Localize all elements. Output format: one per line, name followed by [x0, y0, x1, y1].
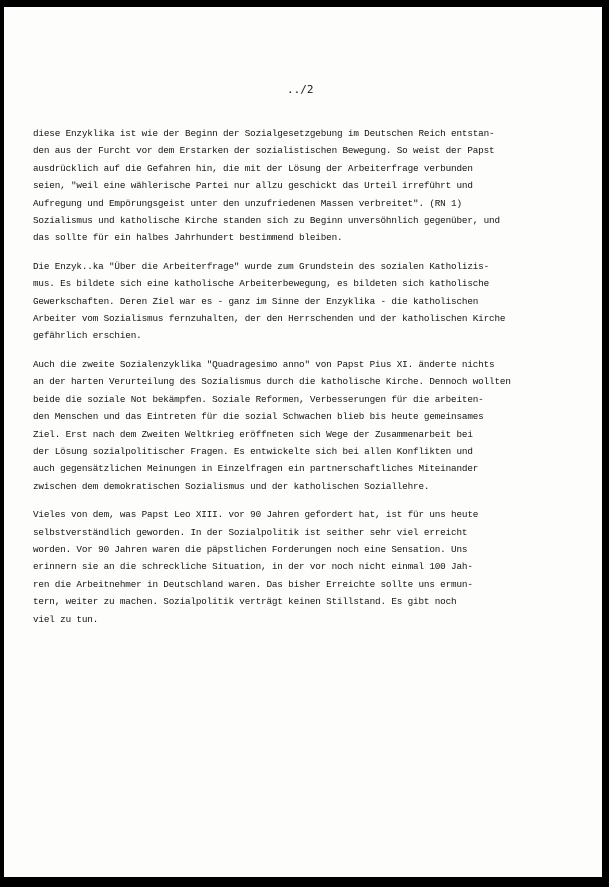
text-line: diese Enzyklika ist wie der Beginn der Sozialgesetzgebung im Deutschen Reich entstan-	[33, 128, 495, 139]
text-line: Die Enzyk..ka "Über die Arbeiterfrage" wurde zum Grundstein des sozialen Katholizis-	[33, 260, 490, 272]
text-line: tern, weiter zu machen. Sozialpolitik verträgt keinen Stillstand. Es gibt noch	[33, 596, 457, 608]
text-line: Auch die zweite Sozialenzyklika "Quadragesimo anno" von Papst Pius XI. änderte nichts	[33, 358, 495, 370]
text-line: an der harten Verurteilung des Sozialismus durch die katholische Kirche. Dennoch wollten	[33, 376, 511, 388]
text-line: Aufregung und Empörungsgeist unter den unzufriedenen Massen verbreitet". (RN 1)	[33, 197, 462, 209]
text-line: Sozialismus und katholische Kirche standen sich zu Beginn unversöhnlich gegenüber, und	[33, 215, 500, 227]
text-line: erinnern sie an die schreckliche Situation, in der vor noch nicht einmal 100 Jah-	[33, 561, 473, 573]
text-line: der Lösung sozialpolitischer Fragen. Es entwickelte sich bei allen Konflikten und	[33, 445, 473, 457]
text-line: Vieles von dem, was Papst Leo XIII. vor 90 Jahren gefordert hat, ist für uns heute	[33, 509, 479, 521]
text-line: den aus der Furcht vor dem Erstarken der sozialistischen Bewegung. So weist der Papst	[33, 145, 495, 157]
text-line: den Menschen und das Eintreten für die sozial Schwachen blieb bis heute gemeinsames	[33, 411, 484, 423]
text-line: zwischen dem demokratischen Sozialismus und der katholischen Soziallehre.	[33, 480, 430, 492]
page-number: ../2	[287, 83, 314, 96]
text-line: ren die Arbeitnehmer in Deutschland waren. Das bisher Erreichte sollte uns ermun-	[33, 578, 473, 590]
text-line: mus. Es bildete sich eine katholische Arbeiterbewegung, es bildeten sich katholische	[33, 278, 490, 290]
text-line: worden. Vor 90 Jahren waren die päpstlichen Forderungen noch eine Sensation. Uns	[33, 543, 468, 555]
text-line: viel zu tun.	[33, 613, 99, 625]
paragraph	[33, 506, 563, 628]
text-line: das sollte für ein halbes Jahrhundert bestimmend bleiben.	[33, 232, 343, 244]
text-line: Arbeiter vom Sozialismus fernzuhalten, der den Herrschenden und der katholischen Kirche	[33, 313, 506, 325]
text-line: seien, "weil eine wählerische Partei nur allzu geschickt das Urteil irreführt und	[33, 180, 473, 192]
text-line: auch gegensätzlichen Meinungen in Einzelfragen ein partnerschaftliches Miteinander	[33, 463, 479, 475]
paragraph	[33, 125, 563, 247]
paragraph	[33, 356, 563, 495]
text-line: Gewerkschaften. Deren Ziel war es - ganz im Sinne der Enzyklika - die katholischen	[33, 295, 479, 307]
text-line: gefährlich erschien.	[33, 330, 142, 342]
text-line: ausdrücklich auf die Gefahren hin, die mit der Lösung der Arbeiterfrage verbunden	[33, 162, 473, 174]
text-line: beide die soziale Not bekämpfen. Soziale Reformen, Verbesserungen für die arbeiten-	[33, 393, 484, 405]
document-page	[4, 7, 602, 877]
text-line: Ziel. Erst nach dem Zweiten Weltkrieg eröffneten sich Wege der Zusammenarbeit bei	[33, 428, 473, 440]
text-line: selbstverständlich geworden. In der Sozialpolitik ist seither sehr viel erreicht	[33, 526, 468, 538]
paragraph	[33, 258, 563, 345]
document-body	[33, 125, 563, 639]
